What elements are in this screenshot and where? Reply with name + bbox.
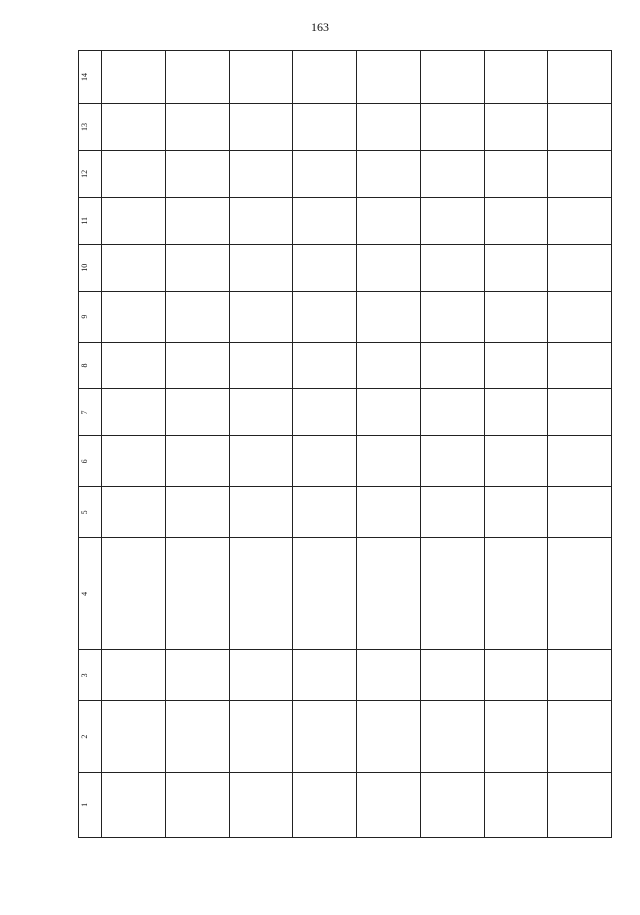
column-number-2: 2 (79, 701, 102, 772)
table-cell (484, 150, 548, 197)
table-cell (484, 701, 548, 772)
table-cell (229, 197, 293, 244)
column-number-5: 5 (79, 487, 102, 538)
column-number-12: 12 (79, 150, 102, 197)
table-cell (357, 650, 421, 701)
table-body (102, 51, 612, 838)
table-cell (229, 389, 293, 436)
table-cell (420, 244, 484, 291)
column-number-9: 9 (79, 291, 102, 342)
table-cell (420, 51, 484, 104)
table-cell (357, 150, 421, 197)
table-cell (484, 104, 548, 151)
table-cell (165, 150, 229, 197)
column-number-3: 3 (79, 650, 102, 701)
table-cell (548, 244, 612, 291)
table-cell (484, 650, 548, 701)
column-number-4: 4 (79, 538, 102, 650)
table-cell (102, 701, 166, 772)
table-cell (293, 197, 357, 244)
table-cell (165, 51, 229, 104)
table-cell (293, 436, 357, 487)
table-cell (102, 436, 166, 487)
table-cell (484, 342, 548, 389)
table-cell (102, 538, 166, 650)
table-row (420, 51, 484, 838)
table-cell (420, 487, 484, 538)
table-cell (165, 104, 229, 151)
table-cell (229, 538, 293, 650)
table-cell (548, 51, 612, 104)
table-cell (548, 701, 612, 772)
table-cell (165, 436, 229, 487)
table-cell (357, 244, 421, 291)
table-cell (420, 389, 484, 436)
table-cell (357, 291, 421, 342)
table-cell (165, 650, 229, 701)
table-cell (293, 389, 357, 436)
table-cell (484, 487, 548, 538)
table-row (165, 51, 229, 838)
table-cell (293, 538, 357, 650)
table-cell (102, 487, 166, 538)
table-cell (102, 342, 166, 389)
table-cell (420, 650, 484, 701)
table-cell (357, 51, 421, 104)
table-cell (357, 701, 421, 772)
column-number-13: 13 (79, 104, 102, 151)
table-cell (548, 772, 612, 837)
table-cell (165, 291, 229, 342)
table-cell (293, 150, 357, 197)
column-number-1: 1 (79, 772, 102, 837)
table-cell (165, 538, 229, 650)
page-number: 163 (311, 20, 329, 34)
table-cell (165, 701, 229, 772)
table-row (357, 51, 421, 838)
table-cell (102, 291, 166, 342)
table-cell (102, 150, 166, 197)
table-cell (420, 150, 484, 197)
table-cell (102, 389, 166, 436)
table-cell (357, 342, 421, 389)
table-cell (548, 650, 612, 701)
table-cell (420, 772, 484, 837)
table-cell (229, 772, 293, 837)
table-cell (357, 772, 421, 837)
table-cell (229, 244, 293, 291)
column-number-6: 6 (79, 436, 102, 487)
column-number-10: 10 (79, 244, 102, 291)
table-cell (484, 291, 548, 342)
table-cell (357, 538, 421, 650)
column-number-row (79, 51, 102, 838)
table-cell (229, 701, 293, 772)
table-cell (548, 291, 612, 342)
column-number-7: 7 (79, 389, 102, 436)
table-cell (229, 51, 293, 104)
table-cell (548, 436, 612, 487)
table-cell (102, 51, 166, 104)
table-cell (102, 197, 166, 244)
table-cell (293, 487, 357, 538)
table-cell (229, 104, 293, 151)
table-viewport (78, 50, 612, 838)
rotated-table-box (78, 50, 612, 838)
funding-table (78, 50, 612, 838)
table-row (229, 51, 293, 838)
table-cell (484, 51, 548, 104)
table-row (102, 51, 166, 838)
table-cell (357, 389, 421, 436)
table-cell (420, 197, 484, 244)
table-cell (484, 436, 548, 487)
table-row (548, 51, 612, 838)
table-cell (165, 772, 229, 837)
table-cell (229, 650, 293, 701)
table-cell (548, 342, 612, 389)
table-cell (357, 436, 421, 487)
table-cell (165, 342, 229, 389)
column-number-11: 11 (79, 197, 102, 244)
table-cell (165, 389, 229, 436)
column-number-8: 8 (79, 342, 102, 389)
table-cell (484, 197, 548, 244)
table-cell (357, 487, 421, 538)
table-cell (548, 389, 612, 436)
table-cell (229, 291, 293, 342)
table-cell (357, 197, 421, 244)
table-cell (102, 244, 166, 291)
table-cell (548, 197, 612, 244)
table-cell (102, 772, 166, 837)
table-cell (548, 538, 612, 650)
table-cell (293, 104, 357, 151)
table-cell (293, 701, 357, 772)
table-row (484, 51, 548, 838)
table-cell (293, 244, 357, 291)
table-cell (229, 436, 293, 487)
table-cell (293, 291, 357, 342)
table-cell (420, 701, 484, 772)
table-cell (420, 342, 484, 389)
table-cell (420, 291, 484, 342)
column-number-14: 14 (79, 51, 102, 104)
table-cell (548, 487, 612, 538)
table-cell (293, 650, 357, 701)
table-cell (293, 51, 357, 104)
table-cell (165, 487, 229, 538)
table-row (293, 51, 357, 838)
table-cell (548, 150, 612, 197)
table-cell (293, 342, 357, 389)
table-cell (420, 436, 484, 487)
table-cell (420, 104, 484, 151)
table-cell (165, 197, 229, 244)
table-cell (484, 389, 548, 436)
table-cell (229, 150, 293, 197)
table-cell (229, 487, 293, 538)
table-cell (293, 772, 357, 837)
table-cell (484, 244, 548, 291)
table-cell (102, 104, 166, 151)
table-cell (548, 104, 612, 151)
table-cell (102, 650, 166, 701)
table-cell (420, 538, 484, 650)
table-cell (165, 244, 229, 291)
table-cell (229, 342, 293, 389)
table-cell (357, 104, 421, 151)
table-cell (484, 538, 548, 650)
table-cell (484, 772, 548, 837)
